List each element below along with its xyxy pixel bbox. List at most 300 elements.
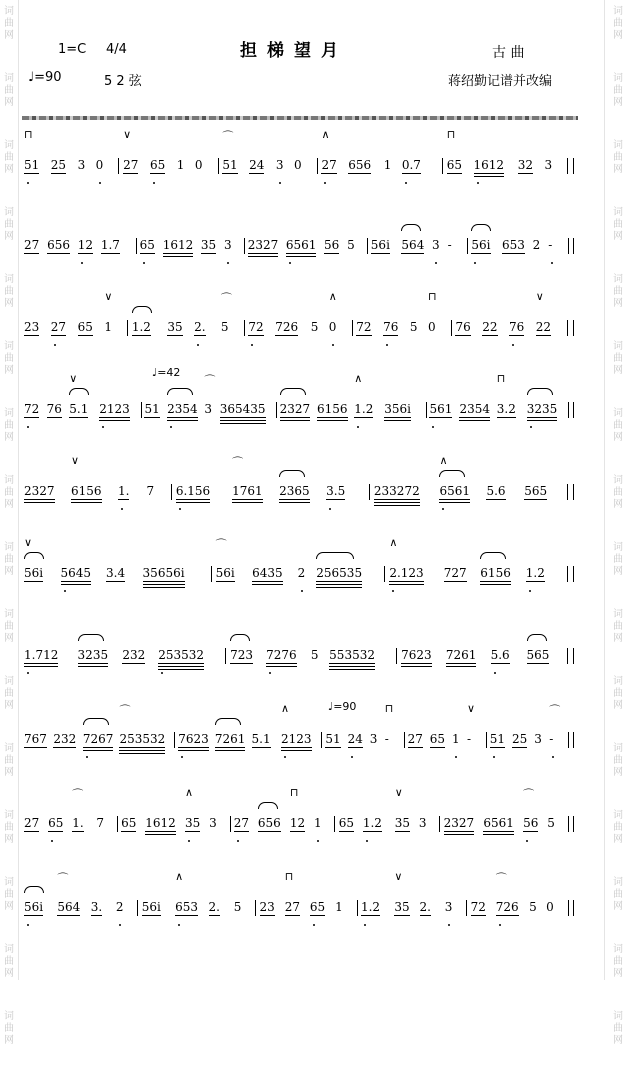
- octave-dot: [81, 262, 83, 264]
- octave-dot: [499, 924, 501, 926]
- bowing-mark: ⊓: [446, 128, 456, 141]
- bowing-mark: ∧: [328, 290, 337, 303]
- notation-row: [24, 282, 576, 342]
- octave-dot: [364, 924, 366, 926]
- octave-dot: [405, 182, 407, 184]
- bar-line: [568, 732, 569, 748]
- bar-line: [567, 484, 568, 500]
- octave-dot: [289, 262, 291, 264]
- bowing-mark: ∨: [71, 454, 80, 467]
- note-group: 35: [394, 900, 410, 914]
- note-group: 56i: [24, 900, 44, 914]
- octave-dot: [432, 426, 434, 428]
- note-group: 3: [369, 732, 378, 746]
- bowing-mark: ∨: [123, 128, 132, 141]
- note-group: 65: [121, 816, 137, 830]
- note-group: 76: [455, 320, 471, 334]
- note-group: 23: [259, 900, 275, 914]
- bar-line: [573, 484, 574, 500]
- note-group: 5.1: [69, 402, 89, 416]
- bowing-mark: ∧: [184, 786, 193, 799]
- note-group: 5: [310, 648, 319, 662]
- octave-dot: [27, 672, 29, 674]
- note-group: 35: [167, 320, 183, 334]
- bowing-mark: ∨: [394, 786, 403, 799]
- bowing-mark: ⌒: [119, 704, 131, 717]
- note-group: 56i: [24, 566, 44, 580]
- bar-line: [255, 900, 256, 916]
- note-group: 1.: [118, 484, 130, 498]
- note-group: 767: [24, 732, 47, 746]
- note-group: 1.712: [24, 648, 58, 662]
- octave-dot: [27, 924, 29, 926]
- note-group: 27: [24, 238, 40, 252]
- bar-line: [321, 732, 322, 748]
- bar-line: [573, 900, 574, 916]
- note-group: 76: [509, 320, 525, 334]
- note-group: 5: [220, 320, 229, 334]
- octave-dot: [284, 756, 286, 758]
- note-group: 5: [547, 816, 555, 830]
- note-group: 553532: [329, 648, 375, 662]
- bowing-mark: ∧: [321, 128, 330, 141]
- note-group: 65: [446, 158, 463, 172]
- note-group: 27: [24, 816, 40, 830]
- octave-dot: [237, 840, 239, 842]
- bar-line: [442, 158, 443, 174]
- bar-line: [568, 402, 569, 418]
- bowing-mark: ∨: [394, 870, 403, 883]
- arranger-credit: 蒋绍勤记谱并改编: [448, 74, 553, 89]
- note-group: 1761: [232, 484, 263, 498]
- bowing-mark: ∨: [466, 702, 476, 715]
- note-group: 35: [200, 238, 217, 252]
- bar-line: [467, 238, 468, 254]
- note-group: 653: [175, 900, 199, 914]
- bar-line: [573, 648, 574, 664]
- note-group: 3235: [527, 402, 558, 416]
- note-group: 256535: [316, 566, 362, 580]
- note-group: 5645: [61, 566, 92, 580]
- tempo-change-mark: ♩=42: [152, 366, 181, 379]
- bar-line: [573, 816, 574, 832]
- note-group: 0: [427, 320, 436, 334]
- bar-line: [396, 648, 397, 664]
- note-group: 565: [524, 484, 548, 498]
- bar-line: [568, 238, 569, 254]
- slur-mark: [69, 388, 89, 395]
- bar-line: [244, 238, 245, 254]
- watermark-left: 词 曲 网 词 曲 网 词 曲 网 词 曲 网 词 曲 网 词 曲 网 词 曲 网 词 曲 网 词 曲 网 词 曲 网 词 曲 网 词 曲 网 词 曲 网 词 曲 网 词 曲 网 词 曲 网: [4, 6, 14, 1046]
- octave-dot: [552, 756, 554, 758]
- octave-dot: [329, 508, 331, 510]
- octave-dot: [474, 262, 476, 264]
- octave-dot: [551, 262, 553, 264]
- note-group: 1.2: [354, 402, 374, 416]
- note-group: 12: [77, 238, 94, 252]
- margin-line-right: [604, 0, 605, 980]
- octave-dot: [442, 508, 444, 510]
- bar-line: [276, 402, 277, 418]
- note-group: 3: [544, 158, 553, 172]
- note-group: 0: [294, 158, 302, 172]
- bar-line: [404, 732, 405, 748]
- bowing-mark: ∨: [535, 290, 544, 303]
- octave-dot: [494, 672, 496, 674]
- note-group: 32: [517, 158, 533, 172]
- slur-mark: [230, 634, 250, 641]
- slur-mark: [279, 470, 305, 477]
- octave-dot: [455, 756, 457, 758]
- note-group: 365435: [220, 402, 266, 416]
- bowing-mark: ⌒: [222, 130, 234, 143]
- bar-line: [573, 566, 574, 582]
- octave-dot: [99, 182, 101, 184]
- note-group: 565: [526, 648, 550, 662]
- bowing-mark: ⊓: [24, 128, 33, 141]
- octave-dot: [161, 672, 163, 674]
- note-group: 65: [429, 732, 446, 746]
- octave-dot: [251, 344, 253, 346]
- bowing-mark: ∨: [24, 536, 33, 549]
- octave-dot: [332, 344, 334, 346]
- slur-mark: [527, 388, 553, 395]
- note-group: 3.: [90, 900, 103, 914]
- bowing-mark: ∧: [354, 372, 363, 385]
- note-group: 0: [546, 900, 554, 914]
- octave-dot: [366, 840, 368, 842]
- octave-dot: [351, 756, 353, 758]
- note-group: 6.156: [176, 484, 210, 498]
- notation-row: [24, 120, 576, 180]
- bowing-mark: ⌒: [72, 788, 84, 801]
- note-group: 232: [53, 732, 77, 746]
- bowing-mark: ∧: [439, 454, 448, 467]
- octave-dot: [51, 840, 53, 842]
- bar-line: [367, 238, 368, 254]
- note-group: 3.4: [106, 566, 126, 580]
- bowing-mark: ⊓: [284, 870, 294, 883]
- bar-line: [567, 648, 568, 664]
- note-group: 6156: [71, 484, 102, 498]
- key-signature: 1=C: [58, 42, 87, 57]
- bar-line: [137, 900, 138, 916]
- octave-dot: [386, 344, 388, 346]
- note-group: 35: [394, 816, 411, 830]
- slur-mark: [132, 306, 152, 313]
- note-group: 1.2: [131, 320, 151, 334]
- bar-line: [317, 158, 318, 174]
- bar-line: [466, 900, 467, 916]
- note-group: 27: [321, 158, 337, 172]
- page-title: 担梯望月: [240, 41, 348, 61]
- bowing-mark: ∨: [104, 290, 113, 303]
- bowing-mark: ∧: [175, 870, 184, 883]
- note-group: 1: [313, 816, 322, 830]
- bar-line: [568, 900, 569, 916]
- slur-mark: [78, 634, 104, 641]
- note-group: 76: [383, 320, 399, 334]
- octave-dot: [227, 262, 229, 264]
- note-group: 51: [144, 402, 160, 416]
- octave-dot: [102, 426, 104, 428]
- note-group: 65: [338, 816, 354, 830]
- octave-dot: [27, 426, 29, 428]
- note-group: 2327: [24, 484, 55, 498]
- note-group: 2365: [279, 484, 310, 498]
- bar-line: [573, 238, 574, 254]
- note-group: 7261: [215, 732, 246, 746]
- octave-dot: [143, 262, 145, 264]
- note-group: 564: [401, 238, 425, 252]
- note-group: 1612: [163, 238, 194, 252]
- octave-dot: [477, 182, 479, 184]
- octave-dot: [392, 590, 394, 592]
- note-group: 656: [257, 816, 281, 830]
- note-group: 5: [409, 320, 418, 334]
- note-group: 3.5: [326, 484, 346, 498]
- bar-line: [426, 402, 427, 418]
- octave-dot: [197, 344, 199, 346]
- note-group: 3.2: [496, 402, 516, 416]
- note-group: 12: [289, 816, 306, 830]
- bar-line: [244, 320, 245, 336]
- notation-row: [24, 364, 576, 424]
- note-group: 0: [95, 158, 104, 172]
- slur-mark: [280, 388, 306, 395]
- slur-mark: [480, 552, 506, 559]
- slur-mark: [215, 718, 241, 725]
- octave-dot: [181, 756, 183, 758]
- note-group: 3: [223, 238, 232, 252]
- bar-line: [568, 816, 569, 832]
- octave-dot: [64, 590, 66, 592]
- note-group: 2354: [167, 402, 198, 416]
- octave-dot: [530, 426, 532, 428]
- genre-label: 古 曲: [492, 45, 525, 61]
- octave-dot: [448, 924, 450, 926]
- bowing-mark: ⌒: [495, 872, 507, 885]
- bowing-mark: ⊓: [289, 786, 299, 799]
- note-group: 3: [432, 238, 440, 252]
- note-group: 1: [383, 158, 392, 172]
- note-group: 51: [489, 732, 506, 746]
- bowing-mark: ∧: [389, 536, 398, 549]
- note-group: 6561: [483, 816, 514, 830]
- bar-line: [230, 816, 231, 832]
- note-group: 1: [335, 900, 343, 914]
- note-group: 1.2: [525, 566, 545, 580]
- bar-line: [225, 648, 226, 664]
- octave-dot: [313, 924, 315, 926]
- octave-dot: [317, 840, 319, 842]
- bar-line: [369, 484, 370, 500]
- time-signature: 4/4: [106, 42, 127, 57]
- notation-row: [24, 862, 576, 922]
- bowing-mark: ⌒: [57, 872, 69, 885]
- note-group: 1.2: [360, 900, 381, 914]
- note-group: 27: [123, 158, 139, 172]
- slur-mark: [471, 224, 491, 231]
- slur-mark: [24, 552, 44, 559]
- note-group: 65: [149, 158, 166, 172]
- bar-line: [218, 158, 219, 174]
- note-group: 6156: [480, 566, 511, 580]
- bar-line: [118, 158, 119, 174]
- bowing-mark: ∨: [69, 372, 78, 385]
- octave-dot: [301, 590, 303, 592]
- note-group: 56i: [215, 566, 235, 580]
- octave-dot: [86, 756, 88, 758]
- note-group: 3: [418, 816, 427, 830]
- bar-line: [211, 566, 212, 582]
- note-group: 1612: [145, 816, 176, 830]
- note-group: 7261: [446, 648, 477, 662]
- note-group: 2.: [194, 320, 206, 334]
- note-group: 233272: [374, 484, 420, 498]
- note-group: 1: [104, 320, 112, 334]
- note-group: 356i: [384, 402, 411, 416]
- note-group: -: [447, 238, 452, 252]
- octave-dot: [178, 924, 180, 926]
- note-group: 35: [184, 816, 201, 830]
- bar-line: [384, 566, 385, 582]
- note-group: 1.: [72, 816, 84, 830]
- note-group: 27: [233, 816, 250, 830]
- bar-line: [352, 320, 353, 336]
- slur-mark: [258, 802, 278, 809]
- note-group: 2123: [281, 732, 312, 746]
- note-group: 253532: [119, 732, 165, 746]
- bar-line: [171, 484, 172, 500]
- bar-line: [567, 566, 568, 582]
- bar-line: [141, 402, 142, 418]
- octave-dot: [357, 426, 359, 428]
- note-group: 7267: [83, 732, 114, 746]
- note-group: 5.1: [251, 732, 271, 746]
- bowing-mark: ⌒: [204, 374, 216, 387]
- octave-dot: [493, 756, 495, 758]
- note-group: 5: [347, 238, 355, 252]
- bar-line: [573, 320, 574, 336]
- note-group: 56: [523, 816, 539, 830]
- note-group: 7: [146, 484, 155, 498]
- note-group: 7623: [401, 648, 432, 662]
- notation-row: [24, 694, 576, 754]
- octave-dot: [529, 590, 531, 592]
- note-group: 1612: [474, 158, 505, 172]
- note-group: -: [466, 732, 472, 746]
- watermark-right: 词 曲 网 词 曲 网 词 曲 网 词 曲 网 词 曲 网 词 曲 网 词 曲 网 词 曲 网 词 曲 网 词 曲 网 词 曲 网 词 曲 网 词 曲 网 词 曲 网 词 曲 网 词 曲 网: [613, 6, 623, 1046]
- note-group: 27: [407, 732, 423, 746]
- note-group: 2327: [280, 402, 311, 416]
- note-group: 25: [50, 158, 67, 172]
- note-group: 7623: [178, 732, 209, 746]
- bowing-mark: ⌒: [549, 704, 561, 717]
- bar-line: [334, 816, 335, 832]
- note-group: 232: [122, 648, 146, 662]
- slur-mark: [83, 718, 109, 725]
- note-group: 3: [534, 732, 542, 746]
- note-group: 2.: [419, 900, 431, 914]
- octave-dot: [512, 344, 514, 346]
- note-group: 6561: [286, 238, 317, 252]
- octave-dot: [324, 182, 326, 184]
- note-group: 27: [50, 320, 67, 334]
- note-group: 27: [284, 900, 301, 914]
- note-group: 0: [328, 320, 337, 334]
- note-group: 1.2: [362, 816, 382, 830]
- slur-mark: [527, 634, 547, 641]
- note-group: 6435: [252, 566, 283, 580]
- octave-dot: [121, 508, 123, 510]
- note-group: 56i: [141, 900, 161, 914]
- tempo-change-mark: ♩=90: [328, 700, 357, 713]
- tempo-marking: ♩=90: [28, 70, 62, 85]
- note-group: 25: [511, 732, 528, 746]
- note-group: 65: [48, 816, 64, 830]
- notation-row: [24, 610, 576, 670]
- note-group: 51: [325, 732, 341, 746]
- note-group: 22: [535, 320, 552, 334]
- note-group: 2: [532, 238, 541, 252]
- bar-line: [136, 238, 137, 254]
- bowing-mark: ⊓: [427, 290, 437, 303]
- bowing-mark: ⊓: [384, 702, 394, 715]
- note-group: 65: [77, 320, 93, 334]
- bar-line: [573, 732, 574, 748]
- note-group: 72: [24, 402, 40, 416]
- note-group: 653: [502, 238, 525, 252]
- slur-mark: [401, 224, 421, 231]
- octave-dot: [279, 182, 281, 184]
- octave-dot: [27, 182, 29, 184]
- note-group: 3: [275, 158, 284, 172]
- bowing-mark: ⌒: [215, 538, 227, 551]
- note-group: 5.6: [490, 648, 510, 662]
- note-group: 56: [323, 238, 340, 252]
- note-group: 656: [47, 238, 71, 252]
- octave-dot: [170, 426, 172, 428]
- note-group: 24: [347, 732, 363, 746]
- note-group: 726: [495, 900, 519, 914]
- octave-dot: [526, 840, 528, 842]
- note-group: 65: [309, 900, 326, 914]
- note-group: 723: [230, 648, 254, 662]
- note-group: 1: [176, 158, 185, 172]
- note-group: 3: [444, 900, 453, 914]
- note-group: 76: [46, 402, 62, 416]
- margin-line-left: [18, 0, 19, 980]
- string-tuning: 5 2 弦: [104, 74, 142, 89]
- note-group: 561: [429, 402, 453, 416]
- bowing-mark: ⌒: [220, 292, 232, 305]
- note-group: 72: [470, 900, 486, 914]
- note-group: 2123: [99, 402, 130, 416]
- bar-line: [573, 402, 574, 418]
- bar-line: [567, 320, 568, 336]
- note-group: 35656i: [143, 566, 185, 580]
- note-group: 24: [249, 158, 265, 172]
- note-group: 51: [24, 158, 40, 172]
- note-group: 5: [529, 900, 537, 914]
- note-group: 0: [194, 158, 203, 172]
- note-group: 5: [233, 900, 242, 914]
- note-group: 726: [275, 320, 299, 334]
- note-group: 6156: [317, 402, 348, 416]
- slur-mark: [439, 470, 465, 477]
- bar-line: [451, 320, 452, 336]
